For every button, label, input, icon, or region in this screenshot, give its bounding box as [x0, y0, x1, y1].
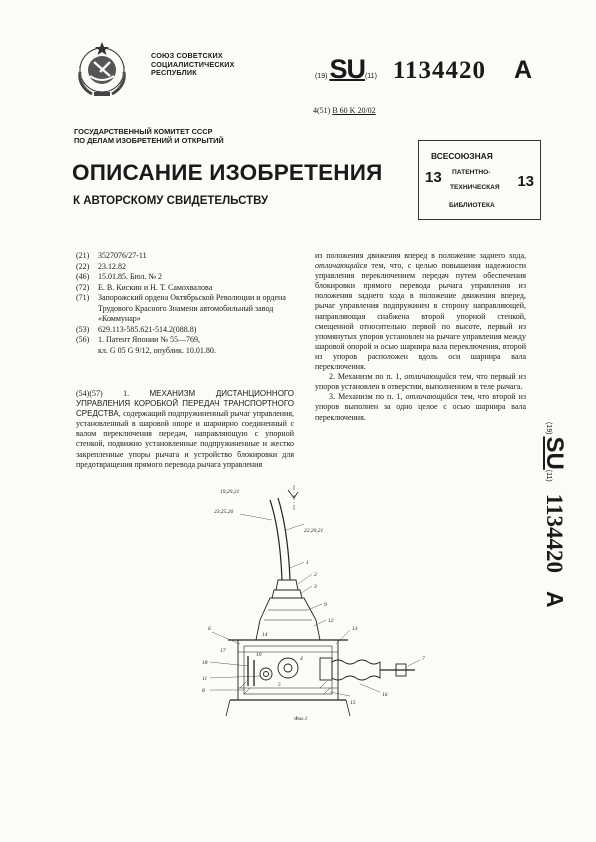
stamp-line: ТЕХНИЧЕСКАЯ [450, 184, 500, 191]
drawing-label: 14 [262, 632, 268, 638]
drawing-label: 13 [352, 626, 358, 632]
biblio-value: 23.12.82 [98, 261, 126, 271]
biblio-value: 3527076/27-11 [98, 251, 147, 260]
mechanism-drawing [200, 480, 430, 730]
biblio-row [76, 283, 298, 294]
code-19: (19) [315, 73, 328, 80]
drawing-label: 8 [202, 688, 205, 694]
drawing-label: 7 [422, 656, 425, 662]
publication-number [315, 54, 532, 85]
ipc-code: 4(51) [313, 106, 331, 115]
ussr-emblem-icon [70, 36, 134, 100]
document-kind: A [542, 590, 568, 608]
drawing-label: 5 [278, 682, 281, 688]
inid-code: (71) [76, 293, 90, 302]
drawing-label: 2 [314, 572, 317, 578]
bibliographic-data [76, 251, 298, 356]
side-patent-number [530, 422, 570, 692]
distinguishing-mark: отличающийся [315, 261, 368, 271]
code-11: (11) [545, 469, 552, 482]
country-code: SU [541, 436, 568, 470]
stamp-line: БИБЛИОТЕКА [449, 202, 495, 209]
biblio-value: Е. В. Кискин и Н. Т. Самохвалова [98, 282, 213, 292]
biblio-row [76, 251, 298, 262]
claims [315, 251, 526, 423]
country-name [151, 52, 235, 78]
inid-code: (53) [76, 324, 90, 334]
drawing-label: 12 [328, 618, 334, 624]
drawing-label: 18 [202, 660, 208, 666]
document-type: К АВТОРСКОМУ СВИДЕТЕЛЬСТВУ [73, 195, 269, 207]
drawing-label: 22,20,21 [304, 528, 324, 534]
figure-caption: Фиг.1 [294, 716, 308, 722]
country-line: СОЦИАЛИСТИЧЕСКИХ [151, 59, 235, 69]
committee-line: ПО ДЕЛАМ ИЗОБРЕТЕНИЙ И ОТКРЫТИЙ [74, 136, 224, 145]
biblio-row [76, 262, 298, 273]
library-stamp [418, 140, 541, 220]
stamp-number: 13 [517, 173, 534, 190]
drawing-label: 19,20,21 [220, 489, 240, 495]
biblio-row [76, 272, 298, 283]
biblio-row [76, 335, 298, 346]
ipc-class: B 60 K 20/02 [332, 106, 376, 115]
biblio-value: 1. Патент Японии № 55—769, [98, 335, 201, 344]
distinguishing-mark: отличающийся [405, 392, 458, 402]
inid-code: (22) [76, 261, 90, 271]
drawing-label: 6 [208, 626, 211, 632]
country-line: СОЮЗ СОВЕТСКИХ [151, 51, 223, 60]
drawing-label: 11 [202, 676, 208, 682]
abstract-codes: (54)(57) 1. [76, 389, 130, 398]
drawing-label: 17 [220, 648, 226, 654]
abstract [76, 389, 294, 470]
patent-number: 1134420 [542, 493, 567, 573]
code-11: (11) [364, 73, 377, 80]
drawing-label: 4 [300, 656, 303, 662]
drawing-label: 10 [256, 652, 262, 658]
code-19: (19) [545, 422, 552, 435]
document-title: ОПИСАНИЕ ИЗОБРЕТЕНИЯ [72, 160, 383, 185]
biblio-value: 629.113-585.621-514.2(088.8) [98, 324, 197, 334]
country-line: РЕСПУБЛИК [151, 68, 197, 78]
inid-code: (46) [76, 272, 90, 281]
stamp-line: ПАТЕНТНО- [452, 169, 491, 176]
patent-number: 1134420 [392, 57, 487, 84]
biblio-row [76, 293, 298, 325]
invention-title: МЕХАНИЗМ ДИСТАНЦИОННОГО УПРАВЛЕНИЯ КОРОБКОЙ ПЕРЕДАЧ ТРАНСПОРТНОГО СРЕДСТВА, [76, 389, 295, 419]
drawing-label: 16 [382, 692, 388, 698]
drawing-label: 23,25,26 [214, 509, 234, 515]
biblio-value: кл. G 05 G 9/12, опублик. 10.01.80. [98, 345, 216, 355]
country-code: SU [329, 54, 365, 84]
drawing-label: 15 [350, 700, 356, 706]
inid-code: (21) [76, 251, 90, 260]
committee-line: ГОСУДАРСТВЕННЫЙ КОМИТЕТ СССР [74, 127, 213, 136]
abstract-text: содержащий подпружиненный рычаг управления, установленный в шаровой опоре и шарнирно соединенный с валом переключения передач, направляющую с упорной стенкой, подвижно установленные подпружиненные и жестко закрепленные упоры рычага и устройство блокировки для предотвращения прямого перевода рычага управления [76, 409, 295, 469]
biblio-row [76, 325, 298, 336]
stamp-number: 13 [425, 169, 442, 186]
ipc-classification [313, 106, 376, 115]
distinguishing-mark: отличающийся [404, 372, 457, 382]
stamp-line: ВСЕСОЮЗНАЯ [431, 151, 493, 161]
document-kind: A [514, 56, 533, 84]
committee-name [74, 127, 224, 145]
biblio-value: 15.01.85. Бюл. № 2 [98, 272, 162, 281]
ussr-emblem [70, 36, 134, 100]
technical-drawing [200, 480, 430, 730]
claim-1-continued: из положения движения вперед в положение заднего хода, отличающийся тем, что, с целью повышения надежности управления переключением передач путем обеспечения блокировки прямого перевода рычага управления из положения заднего хода в положение движения вперед, рычаг управления подпружинен в сторону направляющей, направляющая снабжена второй упорной стенкой, смещенной относительно первой по высоте, первый из упомянутых упоров установлен на рычаге управления между шаровой опорой и осью шарнира вала переключения, второй из упоров расположен вдоль оси шарнира вала переключения. [315, 251, 527, 372]
claim-2: 2. Механизм по п. 1, отличающийся тем, что первый из упоров установлен в отверстии, выполненном в теле рычага. [315, 372, 526, 392]
drawing-label: 3 [314, 584, 317, 590]
inid-code: (72) [76, 282, 90, 292]
inid-code: (56) [76, 335, 90, 344]
claim-3: 3. Механизм по п. 1, отличающийся тем, что второй из упоров выполнен за одно целое с осью шарнира вала переключения. [315, 392, 527, 422]
biblio-value: Запорожский ордена Октябрьской Революции и ордена Трудового Красного Знамени автомобильный завод «Коммунар» [98, 293, 286, 323]
drawing-label: 9 [324, 602, 327, 608]
biblio-row [76, 346, 298, 357]
drawing-label: 1 [306, 560, 309, 566]
